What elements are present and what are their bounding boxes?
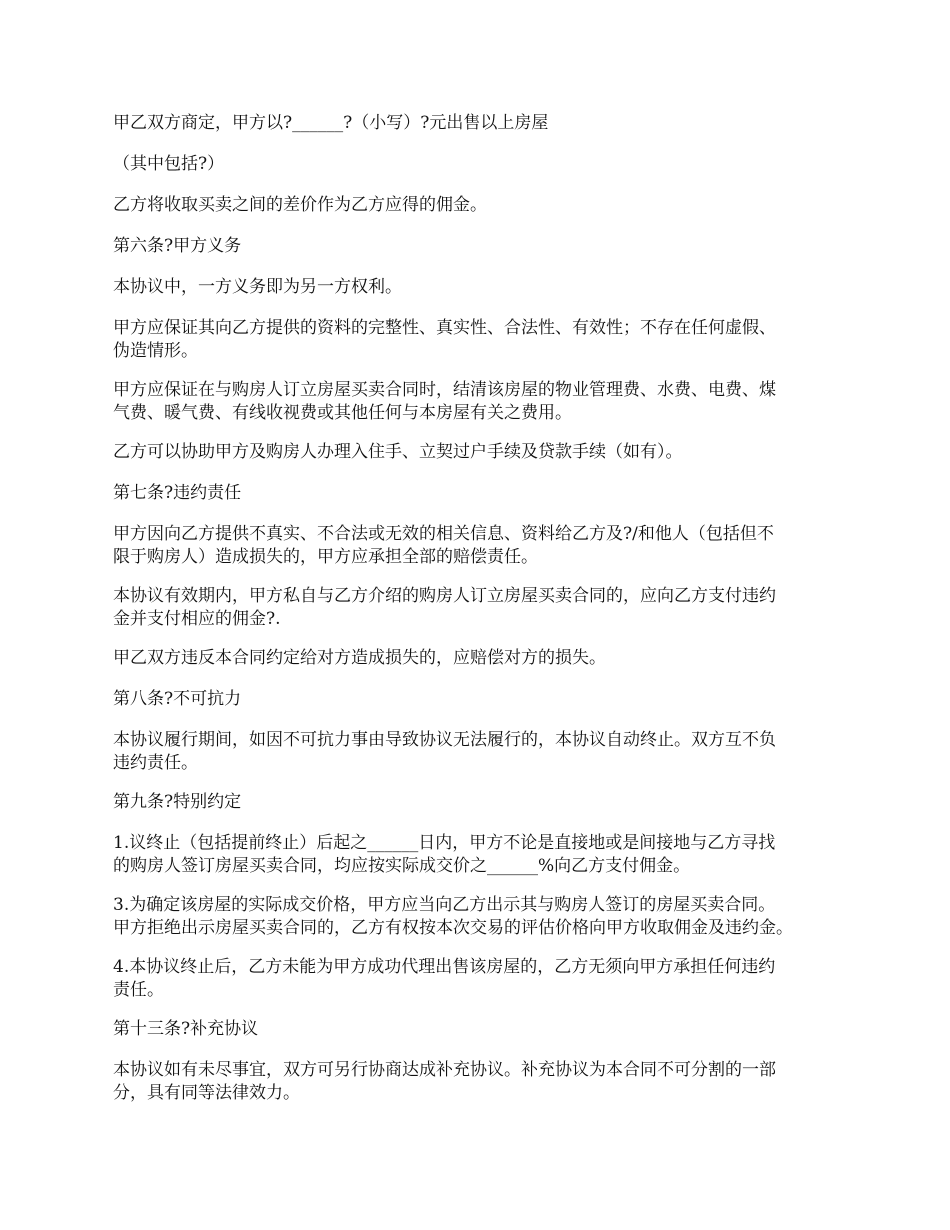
paragraph-private-contract-penalty: 本协议有效期内，甲方私自与乙方介绍的购房人订立房屋买卖合同的，应向乙方支付违约 金并支付相应的佣金?.: [113, 586, 776, 629]
paragraph-assist-procedures: 乙方可以协助甲方及购房人办理入住手、立契过户手续及贷款手续（如有）。: [113, 442, 683, 462]
document-body: [113, 112, 853, 1121]
paragraph-obligation-right: 本协议中，一方义务即为另一方权利。: [113, 277, 402, 297]
paragraph-materials-guarantee: 甲方应保证其向乙方提供的资料的完整性、真实性、合法性、有效性；不存在任何虚假、 伪造情形。: [113, 318, 776, 361]
paragraph-fees-settlement: 甲方应保证在与购房人订立房屋买卖合同时，结清该房屋的物业管理费、水费、电费、煤 气费、暖气费、有线收视费或其他任何与本房屋有关之费用。: [113, 380, 776, 423]
paragraph-breach-compensation: 甲乙双方违反本合同约定给对方造成损失的，应赔偿对方的损失。: [113, 648, 606, 668]
paragraph-special-clause-3: 3.为确定该房屋的实际成交价格，甲方应当向乙方出示其与购房人签订的房屋买卖合同。 甲方拒绝出示房屋买卖合同的，乙方有权按本次交易的评估价格向甲方收取佣金及违约金。: [113, 895, 793, 938]
heading-article-7: 第七条?违约责任: [113, 483, 242, 503]
paragraph-special-clause-1: 1.议终止（包括提前终止）后起之______日内，甲方不论是直接地或是间接地与乙方寻找 的购房人签订房屋买卖合同，均应按实际成交价之______%向乙方支付佣金。: [113, 833, 776, 876]
paragraph-supplementary-agreement: 本协议如有未尽事宜，双方可另行协商达成补充协议。补充协议为本合同不可分割的一部 分，具有同等法律效力。: [113, 1060, 776, 1103]
heading-article-13: 第十三条?补充协议: [113, 1019, 259, 1039]
paragraph-force-majeure: 本协议履行期间，如因不可抗力事由导致协议无法履行的，本协议自动终止。双方互不负 违约责任。: [113, 730, 776, 773]
heading-article-6: 第六条?甲方义务: [113, 236, 242, 256]
heading-article-8: 第八条?不可抗力: [113, 689, 242, 709]
paragraph-false-info-liability: 甲方因向乙方提供不真实、不合法或无效的相关信息、资料给乙方及?/和他人（包括但不 限于购房人）造成损失的，甲方应承担全部的赔偿责任。: [113, 524, 774, 567]
heading-article-9: 第九条?特别约定: [113, 792, 242, 812]
paragraph-commission: 乙方将收取买卖之间的差价作为乙方应得的佣金。: [113, 195, 487, 215]
paragraph-sale-price: 甲乙双方商定，甲方以?______?（小写）?元出售以上房屋: [113, 113, 549, 133]
paragraph-included-items: （其中包括?）: [113, 154, 225, 174]
paragraph-special-clause-4: 4.本协议终止后，乙方未能为甲方成功代理出售该房屋的，乙方无须向甲方承担任何违约 责任。: [113, 957, 776, 1000]
